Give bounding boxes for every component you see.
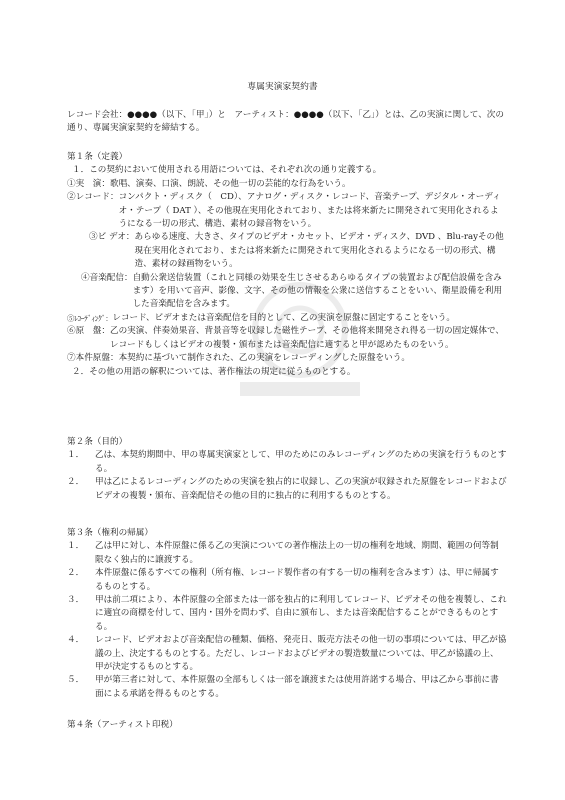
article-3-item bbox=[67, 540, 507, 567]
item-text: 甲は前二項により、本件原盤の全部または一部を独占的に利用してレコード、ビデオその他を複製し、これに適宜の商標を付して、国内・国外を問わず、自由に頒布し、または音楽配信することができるものとする。 bbox=[95, 595, 507, 632]
article-4 bbox=[67, 719, 507, 732]
article-2-item bbox=[67, 476, 507, 503]
definition-text: あらゆる速度、大きさ、タイプのビデオ・カセット、ビデオ・ディスク、DVD 、Blu-rayその他現在実用化されており、または将来新たに開発されて実用化されるようになる一切の形式、構造、素材の録画物をいう。 bbox=[134, 232, 504, 270]
definition-text: 歌唱、演奏、口演、朗読、その他一切の芸能的な行為をいう。 bbox=[109, 178, 351, 189]
definition-music-distribution bbox=[67, 272, 507, 312]
definition-performance bbox=[67, 178, 507, 191]
article-3-item bbox=[67, 594, 507, 634]
item-text: 乙は甲に対し、本件原盤に係る乙の実演についての著作権法上の一切の権利を地域、期間、範囲の何等制限なく独占的に譲渡する。 bbox=[95, 541, 499, 565]
definition-video bbox=[67, 231, 507, 271]
definition-label: ④音楽配信： bbox=[81, 272, 133, 283]
intro-paragraph: レコード会社：●●●●（以下、「甲」）と アーティスト：●●●●（以下、「乙」）とは、乙の実演に関して、次の通り、専属実演家契約を締結する。 bbox=[67, 110, 504, 134]
definition-label: ③ビ デオ： bbox=[89, 232, 135, 243]
item-number: ３． bbox=[67, 595, 85, 606]
article-1 bbox=[67, 151, 507, 379]
definition-label: ⑦本件原盤： bbox=[67, 353, 119, 364]
item-text: 本件原盤に係るすべての権利（所有権、レコード製作者の有する一切の権利を含みます）は、甲に帰属するものとする。 bbox=[95, 568, 499, 592]
definition-text: 本契約に基づいて制作された、乙の実演をレコーディングした原盤をいう。 bbox=[118, 353, 410, 364]
item-number: ２． bbox=[67, 477, 85, 488]
article-2 bbox=[67, 436, 507, 503]
definition-text: 乙の実演、伴奏効果音、背景音等を収録した磁性テープ、その他将来開発され得る一切の固定媒体で、レコードもしくはビデオの複製・頒布または音楽配信に適すると甲が認めたものをいう。 bbox=[109, 326, 505, 350]
article-2-item bbox=[67, 449, 507, 476]
definition-label: ②レコード： bbox=[67, 192, 119, 203]
definition-label: ①実 演： bbox=[67, 178, 110, 189]
article-3-item bbox=[67, 567, 507, 594]
item-text: 甲は乙によるレコーディングのための実演を独占的に収録し、乙の実演が収録された原盤をレコードおよびビデオの複製・頒布、音楽配信その他の目的に独占的に利用するものとする。 bbox=[95, 477, 507, 501]
item-number: ４． bbox=[67, 635, 85, 646]
definition-label: ⑤ﾚｺｰﾃﾞｨﾝｸﾞ： bbox=[67, 313, 113, 323]
item-number: １． bbox=[67, 450, 85, 461]
item-text: 甲が第三者に対して、本件原盤の全部もしくは一部を譲渡または使用許諾する場合、甲は乙から事前に書面による承諾を得るものとする。 bbox=[95, 675, 499, 699]
article-1-heading: 第１条（定義） bbox=[67, 152, 128, 162]
item-number: １． bbox=[67, 541, 85, 552]
definition-label: ⑥原 盤： bbox=[67, 326, 110, 337]
article-3-heading: 第３条（権利の帰属） bbox=[67, 528, 153, 538]
article-2-heading: 第２条（目的） bbox=[67, 437, 128, 447]
definition-text: 自動公衆送信装置（これと同様の効果を生じさせるあらゆるタイプの装置および配信設備を含みます）を用いて音声、影像、文字、その他の情報を公衆に送信することをいい、衛星設備を利用した音楽配信を含みます。 bbox=[132, 272, 503, 310]
item-text: 乙は、本契約期間中、甲の専属実演家として、甲のためにのみレコーディングのための実演を行うものとする。 bbox=[95, 450, 507, 474]
document-title: 専属実演家契約書 bbox=[247, 82, 318, 92]
article-4-heading: 第４条（アーティスト印税） bbox=[67, 720, 178, 730]
definition-text: コンパクト・ディスク（ CD）、アナログ・ディスク・レコード、音楽テープ、デジタル・オーディオ・テープ（ DAT ）、その他現在実用化されており、または将来新たに開発されて実用化されるようになる一切の形式、構造、素材の録音物をいう。 bbox=[118, 192, 501, 230]
item-number: ２． bbox=[67, 568, 85, 579]
item-number: ５． bbox=[67, 675, 85, 686]
definition-text: レコード、ビデオまたは音楽配信を目的として、乙の実演を原盤に固定することをいう。 bbox=[112, 312, 455, 323]
definition-record bbox=[67, 191, 507, 231]
article-3-item bbox=[67, 674, 507, 701]
item-text: レコード、ビデオおよび音楽配信の種類、価格、発売日、販売方法その他一切の事項については、甲乙が協議の上、決定するものとする。ただし、レコードおよびビデオの製造数量については、甲乙が協議の上、甲が決定するものとする。 bbox=[95, 635, 507, 673]
definition-master bbox=[67, 325, 507, 352]
definition-this-master bbox=[67, 352, 507, 365]
article-3 bbox=[67, 527, 507, 701]
definition-recording bbox=[67, 312, 507, 325]
article-3-item bbox=[67, 634, 507, 674]
article-1-item-2: ２．その他の用語の解釈については、著作権法の規定に従うものとする。 bbox=[72, 366, 356, 377]
article-1-item-1: １．この契約において使用される用語については、それぞれ次の通り定義する。 bbox=[72, 165, 382, 176]
